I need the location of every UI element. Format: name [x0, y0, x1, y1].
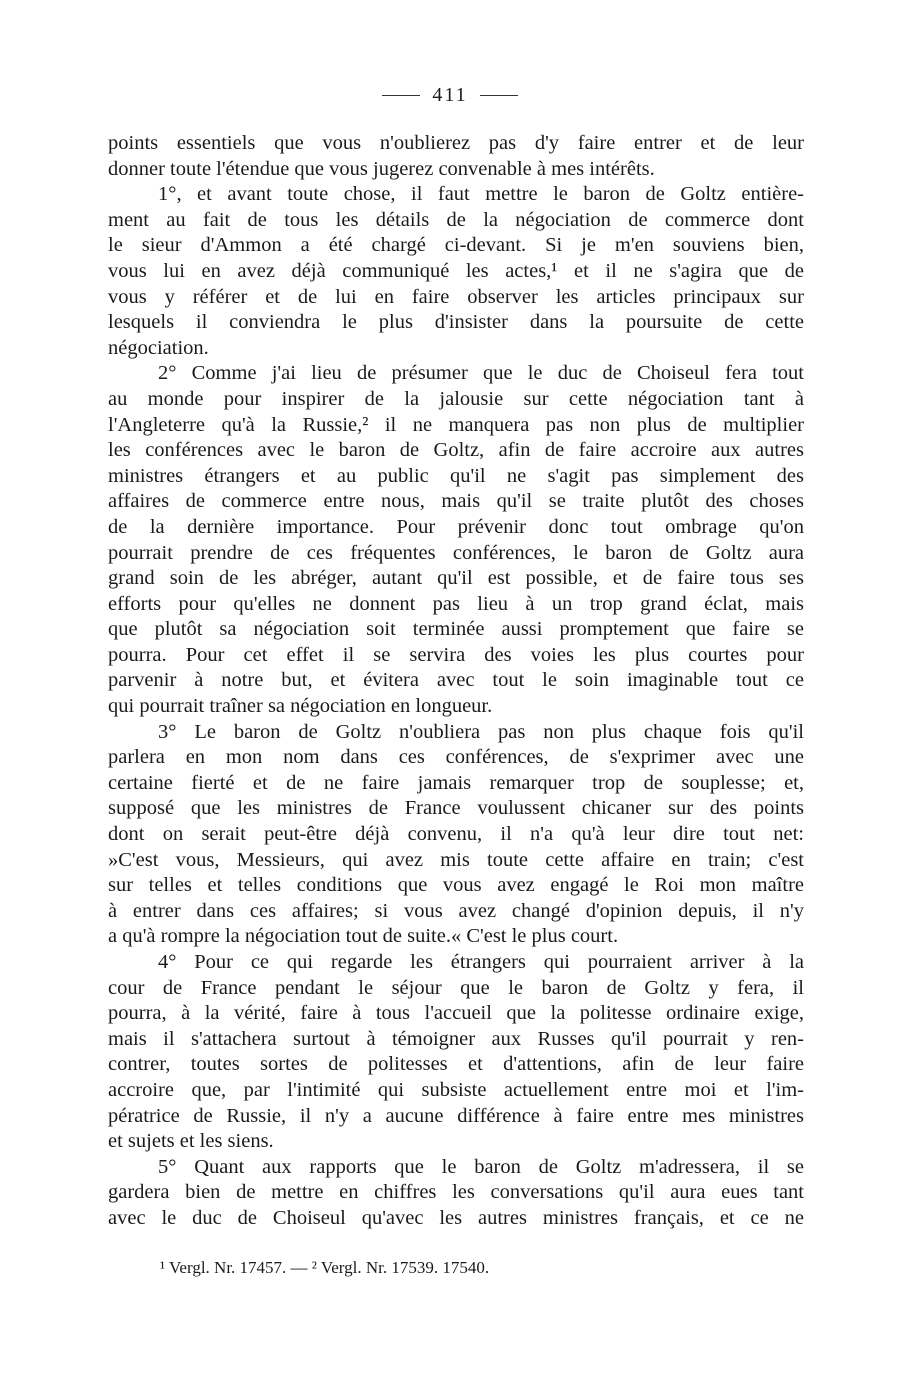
text-line: que plutôt sa négociation soit terminée aussi promptement que faire se [108, 618, 804, 641]
text-line: dont on serait peut-être déjà convenu, il n'a qu'à leur dire tout net: [108, 823, 804, 846]
text-line: 2° Comme j'ai lieu de présumer que le duc de Choiseul fera tout [158, 362, 804, 385]
text-line: 3° Le baron de Goltz n'oubliera pas non plus chaque fois qu'il [158, 720, 804, 743]
text-line: parlera en mon nom dans ces conférences, de s'exprimer avec une [108, 746, 804, 769]
text-line: le sieur d'Ammon a été chargé ci-devant. Si je m'en souviens bien, [108, 234, 804, 257]
text-line: grand soin de les abréger, autant qu'il est possible, et de faire tous ses [108, 567, 804, 590]
text-line: de la dernière importance. Pour prévenir donc tout ombrage qu'on [108, 515, 804, 538]
header-rule-right [480, 95, 518, 96]
text-line: ministres étrangers et au public qu'il ne s'agit pas simplement des [108, 464, 804, 487]
text-line: vous y référer et de lui en faire observer les articles principaux sur [108, 285, 804, 308]
text-line: au monde pour inspirer de la jalousie sur cette négociation tant à [108, 387, 804, 410]
text-line: et sujets et les siens. [108, 1130, 274, 1153]
text-line: mais il s'attachera surtout à témoigner aux Russes qu'il pourrait y ren- [108, 1027, 804, 1050]
text-line: qui pourrait traîner sa négociation en longueur. [108, 695, 493, 718]
text-line: efforts pour qu'elles ne donnent pas lieu à un trop grand éclat, mais [108, 592, 804, 615]
text-line: 4° Pour ce qui regarde les étrangers qui pourraient arriver à la [158, 951, 804, 973]
text-line: pourrait prendre de ces fréquentes conférences, le baron de Goltz aura [108, 541, 804, 564]
text-line: parvenir à notre but, et évitera avec tout le soin imaginable tout ce [108, 669, 804, 692]
text-line: vous lui en avez déjà communiqué les actes,¹ et il ne s'agira que de [108, 259, 804, 282]
text-line: à entrer dans ces affaires; si vous avez changé d'opinion depuis, il n'y [108, 899, 804, 922]
text-line: certaine fierté et de ne faire jamais remarquer trop de souplesse; et, [108, 771, 804, 794]
text-line: cour de France pendant le séjour que le baron de Goltz y fera, il [108, 976, 804, 999]
text-line: 1°, et avant toute chose, il faut mettre le baron de Goltz entière- [158, 183, 804, 206]
text-line: affaires de commerce entre nous, mais qu'il se traite plutôt des choses [108, 490, 804, 513]
text-line: avec le duc de Choiseul qu'avec les autres ministres français, et ce ne [108, 1206, 804, 1229]
body-text [108, 131, 804, 1232]
page-number: 411 [432, 84, 468, 106]
text-line: négociation. [108, 336, 209, 359]
text-line: gardera bien de mettre en chiffres les conversations qu'il aura eues tant [108, 1181, 804, 1204]
header-rule-left [382, 95, 420, 96]
text-line: a qu'à rompre la négociation tout de suite.« C'est le plus court. [108, 925, 619, 948]
page-header [0, 84, 900, 107]
text-line: pératrice de Russie, il n'y a aucune différence à faire entre mes ministres [108, 1104, 804, 1127]
text-line: points essentiels que vous n'oublierez pas d'y faire entrer et de leur [108, 132, 804, 154]
text-line: accroire que, par l'intimité qui subsiste actuellement entre moi et l'im- [108, 1078, 804, 1101]
text-line: les conférences avec le baron de Goltz, afin de faire accroire aux autres [108, 439, 804, 462]
text-line: pourra. Pour cet effet il se servira des voies les plus courtes pour [108, 643, 804, 666]
text-line: 5° Quant aux rapports que le baron de Goltz m'adressera, il se [158, 1155, 804, 1178]
footnotes: ¹ Vergl. Nr. 17457. — ² Vergl. Nr. 17539. 17540. [160, 1258, 490, 1277]
text-line: sur telles et telles conditions que vous avez engagé le Roi mon maître [108, 874, 804, 897]
text-line: lesquels il conviendra le plus d'insister dans la poursuite de cette [108, 311, 804, 334]
text-line: donner toute l'étendue que vous jugerez convenable à mes intérêts. [108, 157, 655, 180]
text-line: ment au fait de tous les détails de la négociation de commerce dont [108, 208, 804, 231]
text-line: pourra, à la vérité, faire à tous l'accueil que la politesse ordinaire exige, [108, 1002, 804, 1025]
text-line: l'Angleterre qu'à la Russie,² il ne manquera pas non plus de multiplier [108, 413, 804, 436]
text-line: contrer, toutes sortes de politesses et d'attentions, afin de leur faire [108, 1053, 804, 1076]
text-line: supposé que les ministres de France voulussent chicaner sur des points [108, 797, 804, 820]
text-line: »C'est vous, Messieurs, qui avez mis toute cette affaire en train; c'est [108, 848, 804, 871]
